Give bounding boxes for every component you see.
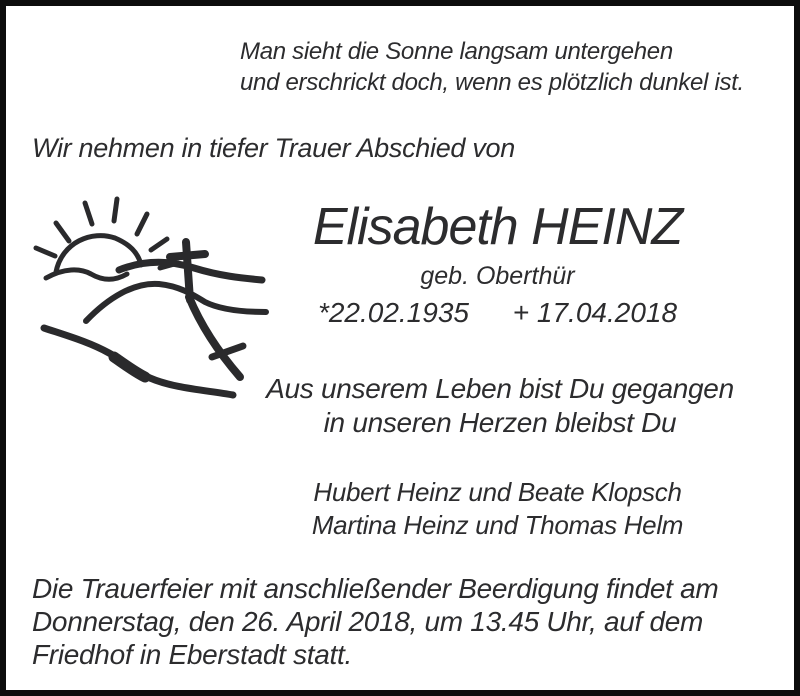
hill-wave-left — [46, 270, 127, 279]
death-date: + 17.04.2018 — [512, 297, 678, 328]
birth-date: *22.02.1935 — [317, 297, 469, 328]
funeral-line-3: Friedhof in Eberstadt statt. — [32, 639, 352, 670]
opening-quote — [240, 36, 744, 98]
verse-line-1: Aus unserem Leben bist Du gegangen — [266, 373, 734, 404]
intro-line: Wir nehmen in tiefer Trauer Abschied von — [32, 133, 515, 163]
funeral-line-1: Die Trauerfeier mit anschließender Beerdigung findet am — [32, 573, 719, 604]
memorial-verse — [230, 372, 770, 440]
mourners-line-2: Martina Heinz und Thomas Helm — [311, 510, 684, 540]
foreground-slope — [44, 328, 233, 395]
foreground-slope-thick — [114, 357, 145, 377]
obituary-card — [6, 6, 794, 690]
deceased-name: Elisabeth HEINZ — [312, 198, 683, 256]
deceased-block — [265, 198, 730, 329]
life-dates — [265, 297, 730, 329]
hill-ridge — [86, 284, 266, 321]
verse-line-2: in unseren Herzen bleibst Du — [323, 407, 677, 438]
mourners-list — [265, 476, 730, 542]
maiden-name: geb. Oberthür — [420, 262, 575, 290]
quote-line-1: Man sieht die Sonne langsam untergehen — [240, 38, 673, 65]
funeral-details — [32, 572, 718, 671]
mourners-line-1: Hubert Heinz und Beate Klopsch — [313, 477, 682, 507]
funeral-line-2: Donnerstag, den 26. April 2018, um 13.45 Uhr, auf dem — [32, 606, 704, 637]
quote-line-2: und erschrickt doch, wenn es plötzlich dunkel ist. — [240, 69, 744, 96]
